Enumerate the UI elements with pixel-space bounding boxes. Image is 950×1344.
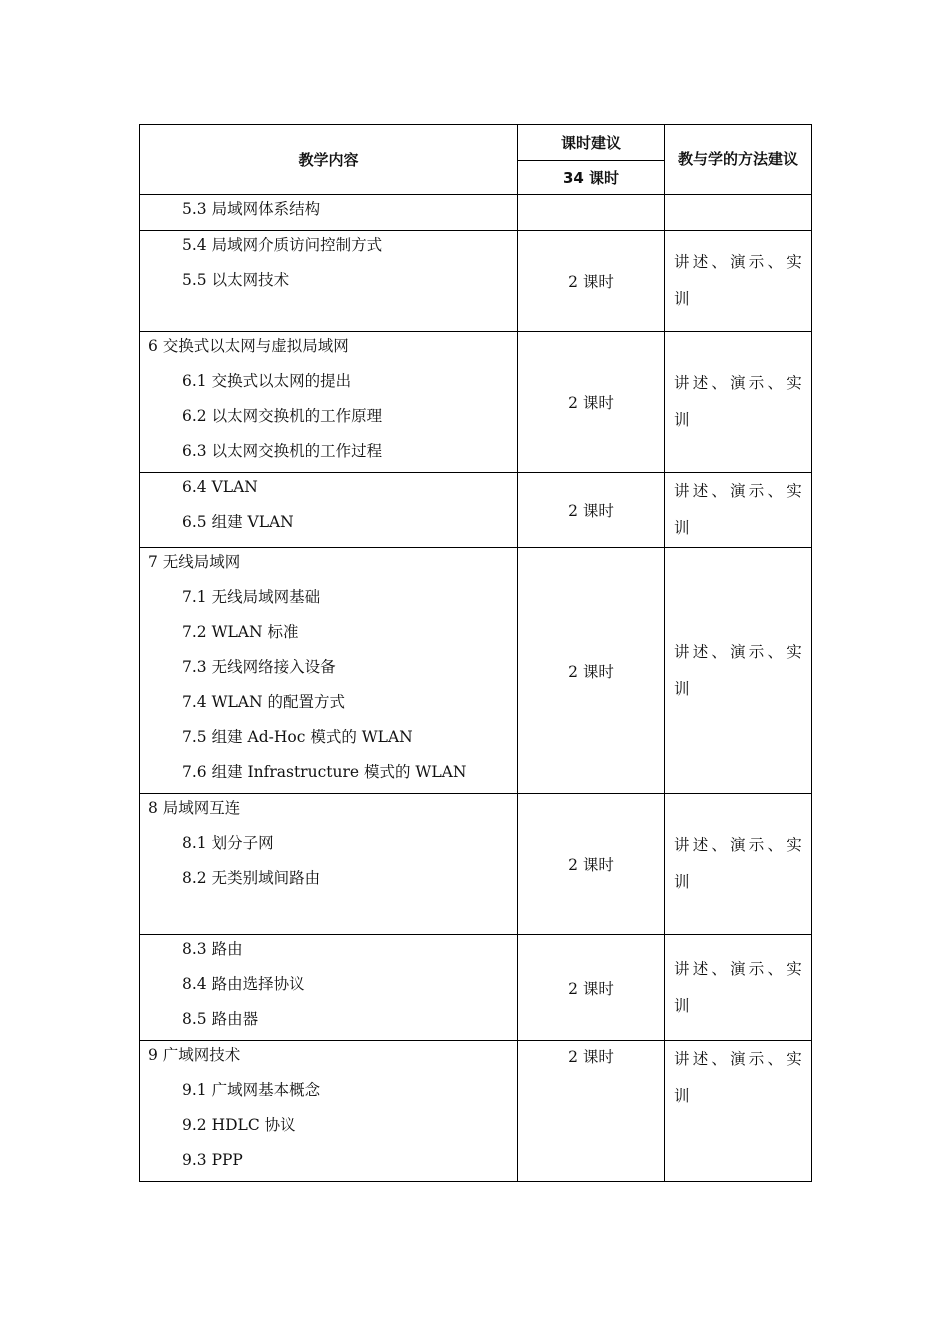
table-row <box>140 935 812 1041</box>
section-item: 8.3 路由 <box>182 940 243 958</box>
table-row <box>140 332 812 473</box>
header-content: 教学内容 <box>140 125 518 195</box>
method-cell: 讲述、演示、实训 <box>665 794 812 935</box>
section-item: 6.5 组建 VLAN <box>182 513 294 531</box>
header-row <box>140 125 812 161</box>
hours-cell: 2 课时 <box>518 548 665 794</box>
syllabus-table <box>139 124 812 1182</box>
content-cell <box>140 548 518 794</box>
hours-cell: 2 课时 <box>518 473 665 548</box>
header-hours: 课时建议 <box>518 125 665 161</box>
hours-cell: 2 课时 <box>518 935 665 1041</box>
section-item: 5.4 局域网介质访问控制方式 <box>182 236 383 254</box>
section-item: 5.3 局域网体系结构 <box>182 200 321 218</box>
table-row <box>140 473 812 548</box>
chapter-heading: 8 局域网互连 <box>148 799 241 817</box>
hours-cell: 2 课时 <box>518 1041 665 1182</box>
table-row <box>140 231 812 332</box>
section-item: 6.3 以太网交换机的工作过程 <box>182 442 383 460</box>
section-item: 7.1 无线局域网基础 <box>182 588 321 606</box>
table-row <box>140 1041 812 1182</box>
table-row <box>140 794 812 935</box>
method-cell: 讲述、演示、实训 <box>665 332 812 473</box>
method-cell <box>665 195 812 231</box>
section-item: 7.5 组建 Ad-Hoc 模式的 WLAN <box>182 728 413 746</box>
table-row <box>140 195 812 231</box>
hours-cell: 2 课时 <box>518 231 665 332</box>
hours-cell: 2 课时 <box>518 332 665 473</box>
section-item: 9.2 HDLC 协议 <box>182 1116 296 1134</box>
section-item: 6.2 以太网交换机的工作原理 <box>182 407 383 425</box>
method-cell: 讲述、演示、实训 <box>665 548 812 794</box>
method-cell: 讲述、演示、实训 <box>665 1041 812 1182</box>
section-item: 5.5 以太网技术 <box>182 271 290 289</box>
content-cell <box>140 473 518 548</box>
section-item: 8.5 路由器 <box>182 1010 259 1028</box>
content-cell <box>140 794 518 935</box>
content-cell <box>140 1041 518 1182</box>
section-item: 9.3 PPP <box>182 1151 243 1169</box>
content-cell <box>140 231 518 332</box>
section-item: 7.6 组建 Infrastructure 模式的 WLAN <box>182 763 467 781</box>
chapter-heading: 9 广域网技术 <box>148 1046 241 1064</box>
method-cell: 讲述、演示、实训 <box>665 231 812 332</box>
section-item: 7.4 WLAN 的配置方式 <box>182 693 345 711</box>
content-cell <box>140 195 518 231</box>
hours-cell <box>518 195 665 231</box>
header-hours-total: 34 课时 <box>518 161 665 195</box>
chapter-heading: 7 无线局域网 <box>148 553 241 571</box>
section-item: 7.2 WLAN 标准 <box>182 623 299 641</box>
section-item: 7.3 无线网络接入设备 <box>182 658 336 676</box>
section-item: 6.4 VLAN <box>182 478 258 496</box>
section-item: 8.4 路由选择协议 <box>182 975 305 993</box>
chapter-heading: 6 交换式以太网与虚拟局域网 <box>148 337 349 355</box>
content-cell <box>140 935 518 1041</box>
method-cell: 讲述、演示、实训 <box>665 935 812 1041</box>
table-row <box>140 548 812 794</box>
header-method: 教与学的方法建议 <box>665 125 812 195</box>
section-item: 9.1 广域网基本概念 <box>182 1081 321 1099</box>
section-item: 6.1 交换式以太网的提出 <box>182 372 352 390</box>
method-cell: 讲述、演示、实训 <box>665 473 812 548</box>
section-item: 8.1 划分子网 <box>182 834 274 852</box>
hours-cell: 2 课时 <box>518 794 665 935</box>
section-item: 8.2 无类别域间路由 <box>182 869 321 887</box>
content-cell <box>140 332 518 473</box>
